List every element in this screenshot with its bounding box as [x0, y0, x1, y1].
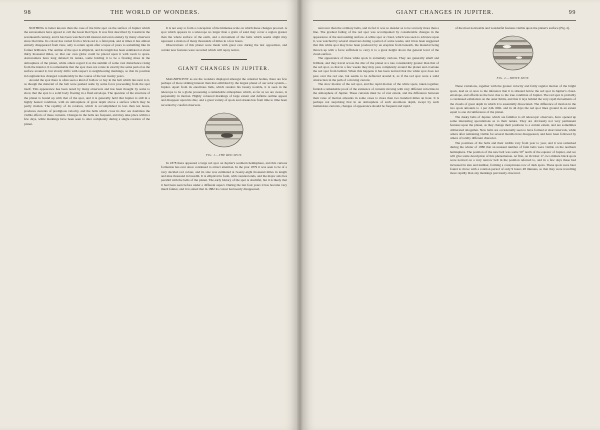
- paragraph: MAGNIFICENT as are the wonders displayed amongst the celestial bodies, there are few perhaps of more striking interest than that exhibited by the largest planet of our solar system—Jupiter. Apart from its enormous bulk, which renders his beauty notable, it is seen in the telescope to be a globe possessing a remarkable atmosphere which, as far as we are aware, is perpetually in motion. Highly coloured markings of large extent and definite outline appear and disappear upon his disc, and a great variety of spots and streaks has from time to time been recorded by careful observers.: [161, 76, 287, 107]
- running-head-left: [24, 10, 287, 21]
- page-number-left: 98: [24, 10, 32, 16]
- paragraph: Around the spot there is often seen a kind of hollow or bay in the belt which lies next to it, as though the material of the belt were pushed aside by some force proceeding from the spot itself. This appearance has been noted by many observers and has been thought by some to show that the spot is a solid body floating in a fluid envelope. The question of the structure of the planet is bound up with that of the spot, and it is generally held that Jupiter is still in a highly heated condition, with an atmosphere of great depth above a surface which may be partly molten. The rapidity of its rotation, which is accomplished in less than ten hours, produces currents of prodigious velocity, and the belts which cross its disc are doubtless the visible effects of these currents. Changes in the belts are frequent, and may take place within a few days, while markings have been seen to alter completely during a single rotation of the planet.: [24, 78, 150, 126]
- right-column-1: [313, 26, 439, 422]
- jupiter-white-spot-illustration: [490, 34, 536, 74]
- running-title-right: GIANT CHANGES IN JUPITER.: [396, 10, 494, 16]
- paragraph: Observations of this planet were made with great care during the last opposition, and certain new features were recorded which will repay notice.: [161, 43, 287, 52]
- jupiter-red-spot-illustration: [202, 111, 246, 151]
- figure-caption: FIG. 2.—WHITE SPOT.: [496, 76, 530, 81]
- paragraph: These variations, together with the greater velocity and fairly regular motion of the bright spots, lead us at once to the inference that it is situated below the red spot in Jupiter's cloud-envelope, and affords us the best clue to the true condition of Jupiter. The red spot is probably a condensed exhalation on the outer limits, and that it lays behind the very rapid movements of the clouds of great depth in which it is essentially dissociated. The difference of motion in the two spots amounts to 1 per 24h. 60m. and in 44 days the red spot lines ground in an extent equal to one circumference of the planet.: [450, 84, 576, 115]
- right-page-columns: [313, 26, 576, 422]
- paragraph: In 1878 there appeared a large red spot on Jupiter's southern hemisphere, and this curious formation has ever since continued to attract attention. In the year 1879 it was seen to be of a very decided red colour, and its size was estimated at twenty-eight thousand miles in length and nine thousand in breadth. It is elliptical in form, with rounded ends, and the major axis lies parallel with the belts of the planet. The early history of the spot is doubtful, but it is likely that it had been seen before under a different aspect. During the last four years it has become very much fainter, and it is stated that in 1882 its colour had nearly disappeared.: [161, 161, 287, 192]
- figure-red-spot: [161, 111, 287, 157]
- right-column-2: [450, 26, 576, 422]
- running-head-right: [313, 10, 576, 21]
- figure-caption: FIG. 1.—THE RED SPOT.: [205, 153, 243, 158]
- left-column-2: [161, 26, 287, 422]
- paragraph: The slow motion of the red spot, and the rapid motion of the white spots, taken together, furnish a remarkable proof of the existence of currents moving with very different velocities in the atmosphere of Jupiter. These currents must be of vast extent, and the difference between their rates of motion amounts in some cases to more than two hundred miles an hour. It is perhaps not surprising that in an atmosphere of such enormous depth, swept by such tremendous currents, changes of appearance should be frequent and rapid.: [313, 82, 439, 109]
- paragraph: The positions of the belts and their widths vary from year to year, and it was remarked during the winter of 1880 that an unusual number of faint belts were visible on the northern hemisphere. The position of the new belt was some 50° north of the equator of Jupiter, and we will give some description of this phenomenon. At first, on October 17, two minute black spots were noticed on a very narrow belt in the position referred to, and in a few days these had increased in size and number, forming a conspicuous row of dark spots. These spots were later found to move with a rotation period of only 9 hours 48 minutes, so that they were travelling more rapidly than any markings previously observed.: [450, 140, 576, 176]
- figure-white-spot: [450, 34, 576, 80]
- paragraph: NOTHING is better known than the case of the little spot on the surface of Jupiter which the astronomers have agreed to call the Great Red Spot. It was first described by Cassini in the seventeenth century, and it has been watched with interest and even anxiety by many observers since that time. Its colour has varied from a brick-red to a faint pink, and at times it has almost entirely disappeared from view, only to return again after a lapse of years to something like its former brilliance. The outline of the spot is elliptical, and its length has been estimated at about thirty thousand miles, so that our own globe could be placed upon it with room to spare. Astronomers have long debated its nature, some holding it to be a floating mass in the atmosphere of the planet, while others regard it as the summit of some vast disturbance rising from the interior. It is remarkable that the spot does not rotate in exactly the same period as the surface around it, but slowly drifts with respect to neighbouring markings, so that its position in longitude has changed considerably in the course of the last twenty years.: [24, 26, 150, 78]
- section-heading: GIANT CHANGES IN JUPITER.: [178, 65, 270, 72]
- left-page-columns: [24, 26, 287, 422]
- paragraph: narrower than the ordinary belts, and in fact it was so slender as to be scarcely more than a line. The gradual fading of the red spot was accompanied by considerable changes in the appearance of the surrounding surface. A white spot or cloud, which was seen to advance upon it, was watched by several observers during a period of some weeks, and it has been suggested that this white spot may have been produced by an eruption from beneath, the material being thrown up with a force sufficient to carry it to a great height above the general level of the cloud-surface.: [313, 26, 439, 57]
- paragraph: It is not easy to form a conception of the immense scale on which these changes proceed. A spot which appears in a telescope no larger than a grain of sand may cover a region greater than the whole surface of the earth, and a movement of the belts which seems slight may represent a motion of many thousands of miles in a few hours.: [161, 26, 287, 44]
- left-page: [0, 0, 297, 430]
- left-column-1: [24, 26, 150, 422]
- section-rule: [201, 59, 247, 60]
- right-page: [303, 0, 600, 430]
- paragraph: of the most noticeable and wonderful features visible upon the planet's surface (Fig. 2).: [455, 26, 570, 30]
- page-number-right: 99: [568, 10, 576, 16]
- running-title-left: THE WORLD OF WONDERS.: [110, 10, 200, 16]
- paragraph: The dusky belts of Jupiter, which are familiar to all telescopic observers, have opened up some interesting speculations as to their nature. They are obviously not very permanent features upon the planet, as they change their positions to a certain extent, and are sometimes obliterated altogether. New belts are occasionally seen to have formed at short intervals, while others after remaining visible for several months have disappeared, and have been followed by others of totally different character.: [450, 114, 576, 141]
- paragraph: The appearance of these white spots is extremely curious. They are generally small and brilliant, and they travel across the disc of the planet at a rate considerably greater than that of the red spot, so that in a few weeks they may pass completely around the planet and overtake the red spot from behind. When this happens it has been noticed that the white spot does not pass over the red one, but seems to be deflected around it, as if the red spot were a solid obstruction in the path of a moving current.: [313, 56, 439, 83]
